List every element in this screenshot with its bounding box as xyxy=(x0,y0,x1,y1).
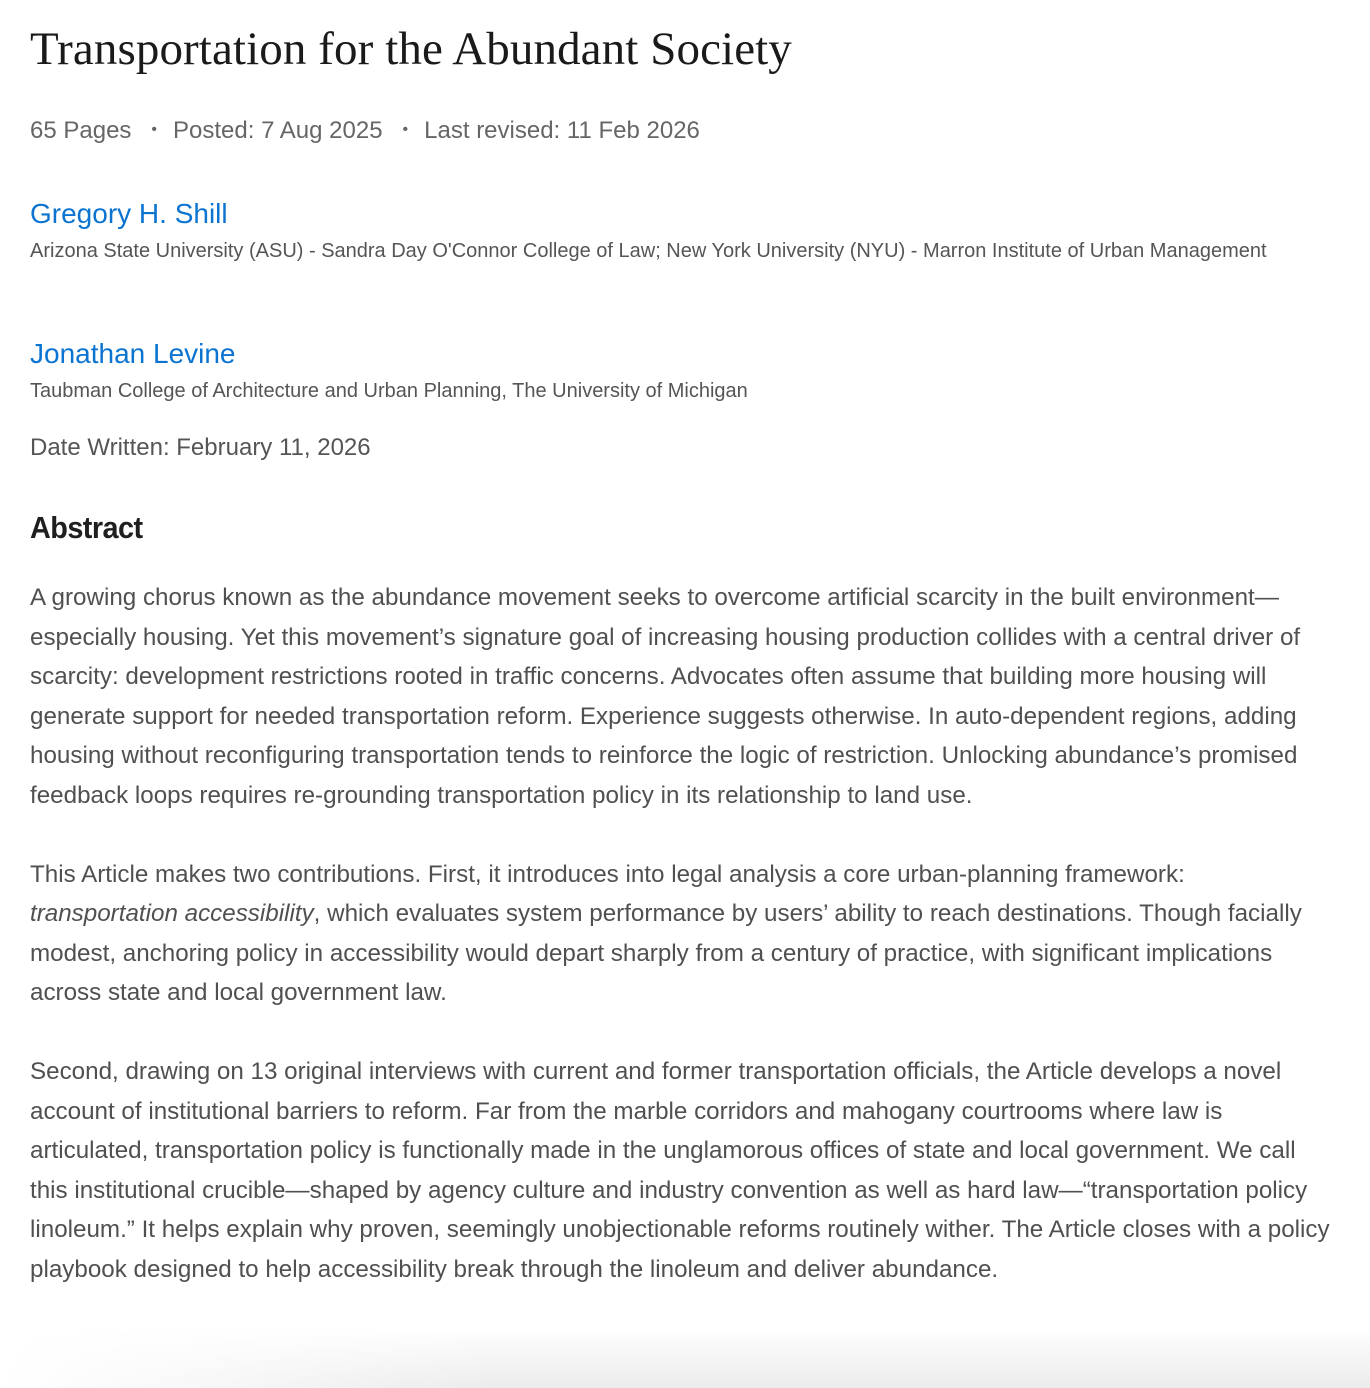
meta-separator: • xyxy=(151,120,158,138)
abstract-heading: Abstract xyxy=(30,510,143,545)
author-link[interactable]: Gregory H. Shill xyxy=(30,198,228,229)
abstract-paragraph: A growing chorus known as the abundance movement seeks to overcome artificial scarcity in the built environment—especially housing. Yet this movement’s signature goal of increasing housing production collides with a central driver of scarcity: development restrictions rooted in traffic concerns. Advocates often assume that building more housing will generate support for needed transportation reform. Experience suggests otherwise. In auto-dependent regions, adding housing without reconfiguring transportation tends to reinforce the logic of restriction. Unlocking abundance’s promised feedback loops requires re-grounding transportation policy in its relationship to land use. xyxy=(30,584,1301,809)
author-link[interactable]: Jonathan Levine xyxy=(30,338,236,369)
posted-date: Posted: 7 Aug 2025 xyxy=(173,117,383,144)
bottom-scroll-shadow xyxy=(0,1328,1370,1388)
abstract-paragraph xyxy=(30,855,1330,1013)
abstract-text: This Article makes two contributions. First, it introduces into legal analysis a core urban-planning framework: xyxy=(30,860,1185,888)
abstract-paragraph: Second, drawing on 13 original interviews with current and former transportation officials, the Article develops a novel account of institutional barriers to reform. Far from the marble corridors and mahogany courtrooms where law is articulated, transportation policy is functionally made in the unglamorous offices of state and local government. We call this institutional crucible—shaped by agency culture and industry convention as well as hard law—“transportation policy linoleum.” It helps explain why proven, seemingly unobjectionable reforms routinely wither. The Article closes with a policy playbook designed to help accessibility break through the linoleum and deliver abundance. xyxy=(30,1058,1330,1283)
abstract-emphasis: transportation accessibility xyxy=(30,900,314,927)
paper-title: Transportation for the Abundant Society xyxy=(30,23,792,75)
author-block xyxy=(30,336,1330,409)
author-affiliation: Taubman College of Architecture and Urban Planning, The University of Michigan xyxy=(30,380,748,402)
paper-meta xyxy=(30,117,700,145)
author-block xyxy=(30,196,1330,269)
page-count: 65 Pages xyxy=(30,117,132,144)
meta-separator: • xyxy=(402,120,409,138)
author-affiliation: Arizona State University (ASU) - Sandra Day O'Connor College of Law; New York University (NYU) - Marron Institute of Urban Management xyxy=(30,240,1267,262)
date-written: Date Written: February 11, 2026 xyxy=(30,434,371,461)
revised-date: Last revised: 11 Feb 2026 xyxy=(424,117,700,144)
bottom-shadow-fade xyxy=(0,1328,500,1388)
abstract-body xyxy=(30,578,1330,1329)
abstract-text: , which evaluates system performance by users’ ability to reach destinations. Though facially modest, anchoring policy in accessibility would depart sharply from a century of practice, with significant implications across state and local government law. xyxy=(30,900,1302,1006)
